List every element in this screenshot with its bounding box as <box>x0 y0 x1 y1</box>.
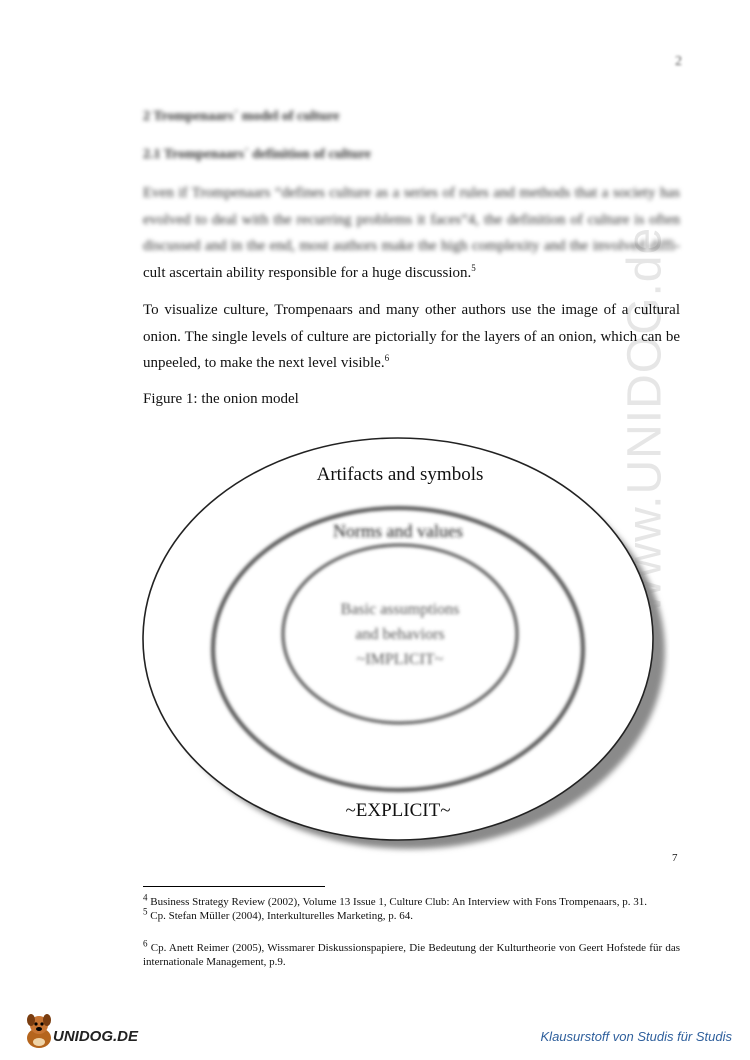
footnote-6: $^6$ Cp. Anett Reimer (2005), Wissmarer Diskussionspapiere, Die Bedeutung der Kulturtheorie von Geert Hofstede für das internationale Management, p.9. <box>143 938 681 968</box>
onion-diagram <box>130 420 670 860</box>
footnotes <box>143 892 681 969</box>
footnote-ref-5: 5 <box>471 262 476 273</box>
blurred-text: Even if Trompenaars “defines culture as a series of rules and methods that a society has evolved to deal with the recurring problems it faces”4, the definition of culture is often discussed and in the end, most authors make the high complexity and the involved diffi- <box>143 185 680 254</box>
footnote-5: $^5$ Cp. Stefan Müller (2004), Interkulturelles Marketing, p. 64. <box>143 906 413 922</box>
watermark-text: www.UNIDOG.de <box>618 226 672 614</box>
footnote-ref-6: 6 <box>384 353 390 363</box>
figure-caption: Figure 1: the onion model <box>143 391 299 407</box>
page-number: 2 <box>675 54 682 69</box>
dog-logo-icon <box>22 1012 56 1052</box>
bottom-label: ~EXPLICIT~ <box>345 800 451 821</box>
paragraph-definition <box>143 180 680 286</box>
paragraph-onion <box>143 297 680 377</box>
figure-corner-number: 7 <box>672 852 678 864</box>
logo-text: UNIDOG.DE <box>53 1028 139 1045</box>
outer-label: Artifacts and symbols <box>316 464 484 485</box>
section-heading: 2 Trompenaars´ model of culture <box>143 109 340 124</box>
footnote-4: $^4$ Business Strategy Review (2002), Volume 13 Issue 1, Culture Club: An Interview with Fons Trompenaars, p. 31. <box>143 892 647 908</box>
inner-label-line2: and behaviors <box>355 626 445 643</box>
middle-label: Norms and values <box>333 521 463 541</box>
paragraph-onion-text: To visualize culture, Trompenaars and many other authors use the image of a cultural onion. The single levels of culture are pictorially for the layers of an onion, which can be unpeeled, to make the next level visible. <box>143 302 680 371</box>
inner-label-line3: ~IMPLICIT~ <box>356 651 444 668</box>
footnote-separator <box>143 886 325 887</box>
subsection-heading: 2.1 Trompenaars´ definition of culture <box>143 147 372 162</box>
visible-text: cult ascertain ability responsible for a huge discussion. <box>143 264 472 281</box>
inner-label-line1: Basic assumptions <box>340 601 460 618</box>
tagline: Klausurstoff von Studis für Studis <box>540 1029 732 1044</box>
